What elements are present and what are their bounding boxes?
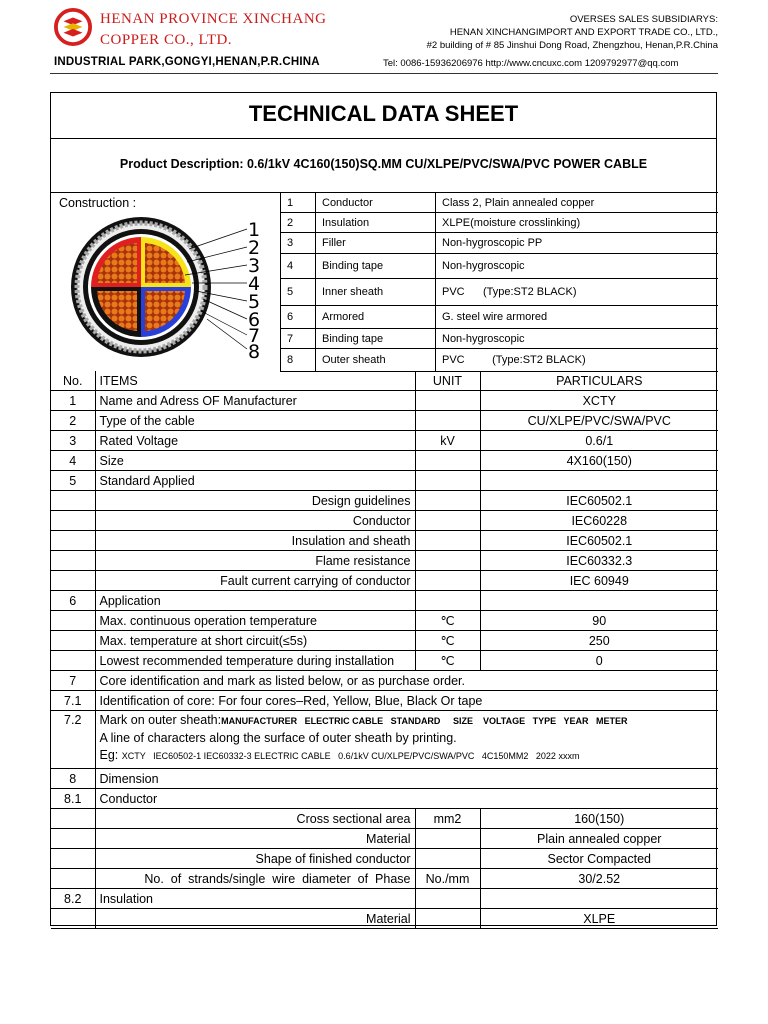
table-row	[51, 849, 718, 869]
row-item: Design guidelines	[95, 491, 415, 511]
table-header-row	[51, 371, 718, 391]
row-item: Fault current carrying of conductor	[95, 571, 415, 591]
row-value: IEC 60949	[480, 571, 718, 591]
row-no: 5	[51, 471, 95, 491]
construction-no: 1	[281, 193, 316, 213]
construction-row	[281, 213, 719, 233]
row-no: 6	[51, 591, 95, 611]
row-no	[51, 491, 95, 511]
row-no: 7	[51, 671, 95, 691]
row-no	[51, 849, 95, 869]
row-unit: ℃	[415, 631, 480, 651]
table-row	[51, 591, 718, 611]
row-item: Conductor	[95, 789, 718, 809]
data-table	[51, 371, 718, 929]
company-name-line1: HENAN PROVINCE XINCHANG	[100, 11, 327, 27]
row-item: Insulation	[95, 889, 415, 909]
diagram-number-2: 2	[248, 237, 261, 259]
row-no	[51, 829, 95, 849]
row-no: 7.2	[51, 711, 95, 769]
row-item: Identification of core: For four cores–Red, Yellow, Blue, Black Or tape	[95, 691, 718, 711]
construction-desc: XLPE(moisture crosslinking)	[436, 213, 719, 233]
subsidiary-name: HENAN XINCHANGIMPORT AND EXPORT TRADE CO., LTD.,	[449, 27, 718, 38]
sheet-title: TECHNICAL DATA SHEET	[51, 93, 716, 139]
subsidiary-title: OVERSES SALES SUBSIDIARYS:	[569, 14, 718, 25]
row-no	[51, 611, 95, 631]
row-unit	[415, 829, 480, 849]
row-unit	[415, 849, 480, 869]
table-row	[51, 711, 718, 769]
row-value: 250	[480, 631, 718, 651]
row-value	[480, 889, 718, 909]
table-row	[51, 491, 718, 511]
row-unit	[415, 411, 480, 431]
row-unit	[415, 531, 480, 551]
table-row	[51, 671, 718, 691]
row-unit: mm2	[415, 809, 480, 829]
row-no: 8.1	[51, 789, 95, 809]
row-item: Max. continuous operation temperature	[95, 611, 415, 631]
construction-no: 8	[281, 349, 316, 372]
construction-part: Armored	[316, 306, 436, 329]
row-item: Insulation and sheath	[95, 531, 415, 551]
construction-part: Binding tape	[316, 254, 436, 279]
table-row	[51, 769, 718, 789]
table-row	[51, 691, 718, 711]
row-no	[51, 869, 95, 889]
mark-example: XCTY IEC60502-1 IEC60332-3 ELECTRIC CABLE 0.6/1kV CU/XLPE/PVC/SWA/PVC 4C150MM2 2022 xxxm	[121, 751, 580, 761]
company-address: INDUSTRIAL PARK,GONGYI,HENAN,P.R.CHINA	[54, 56, 320, 68]
row-item: Type of the cable	[95, 411, 415, 431]
row-item: Lowest recommended temperature during installation	[95, 651, 415, 671]
row-item: Size	[95, 451, 415, 471]
product-description: Product Description: 0.6/1kV 4C160(150)SQ.MM CU/XLPE/PVC/SWA/PVC POWER CABLE	[51, 139, 716, 193]
construction-part: Conductor	[316, 193, 436, 213]
construction-row	[281, 306, 719, 329]
row-value: 4X160(150)	[480, 451, 718, 471]
construction-part: Binding tape	[316, 329, 436, 349]
row-value: IEC60502.1	[480, 531, 718, 551]
subsidiary-address: #2 building of # 85 Jinshui Dong Road, Zhengzhou, Henan,P.R.China	[426, 40, 718, 51]
construction-no: 5	[281, 279, 316, 306]
technical-data-sheet	[50, 92, 717, 926]
construction-desc: PVC (Type:ST2 BLACK)	[436, 349, 719, 372]
row-unit	[415, 909, 480, 929]
row-no	[51, 531, 95, 551]
construction-desc: G. steel wire armored	[436, 306, 719, 329]
table-row	[51, 651, 718, 671]
table-row	[51, 789, 718, 809]
row-value: CU/XLPE/PVC/SWA/PVC	[480, 411, 718, 431]
row-unit: No./mm	[415, 869, 480, 889]
row-item: Conductor	[95, 511, 415, 531]
table-row	[51, 611, 718, 631]
row-value: 90	[480, 611, 718, 631]
table-row	[51, 631, 718, 651]
construction-no: 4	[281, 254, 316, 279]
table-row	[51, 531, 718, 551]
construction-label: Construction :	[59, 196, 137, 210]
construction-row	[281, 349, 719, 372]
row-item: Name and Adress OF Manufacturer	[95, 391, 415, 411]
mark-fields: MANUFACTURER ELECTRIC CABLE STANDARD SIZE VOLTAGE TYPE YEAR METER	[221, 716, 628, 726]
row-unit	[415, 511, 480, 531]
mark-example-prefix: Eg:	[99, 748, 119, 762]
row-item: Material	[95, 909, 415, 929]
row-value: IEC60332.3	[480, 551, 718, 571]
header-unit: UNIT	[415, 371, 480, 391]
construction-part: Inner sheath	[316, 279, 436, 306]
construction-desc: Non-hygroscopic	[436, 254, 719, 279]
row-item: Max. temperature at short circuit(≤5s)	[95, 631, 415, 651]
table-row	[51, 889, 718, 909]
row-no	[51, 631, 95, 651]
table-row	[51, 451, 718, 471]
row-value: 0	[480, 651, 718, 671]
row-value: XCTY	[480, 391, 718, 411]
construction-row	[281, 193, 719, 213]
construction-desc: PVC (Type:ST2 BLACK)	[436, 279, 719, 306]
row-no	[51, 551, 95, 571]
company-logo	[54, 8, 92, 46]
row-no: 8	[51, 769, 95, 789]
construction-no: 2	[281, 213, 316, 233]
row-no: 1	[51, 391, 95, 411]
row-unit: kV	[415, 431, 480, 451]
row-no	[51, 909, 95, 929]
diagram-number-1: 1	[248, 219, 261, 241]
row-no	[51, 511, 95, 531]
row-value: 30/2.52	[480, 869, 718, 889]
row-value: Sector Compacted	[480, 849, 718, 869]
row-item: Application	[95, 591, 415, 611]
construction-no: 6	[281, 306, 316, 329]
row-unit	[415, 591, 480, 611]
header-no: No.	[51, 371, 95, 391]
row-item: Rated Voltage	[95, 431, 415, 451]
row-unit	[415, 571, 480, 591]
row-item: Core identification and mark as listed below, or as purchase order.	[95, 671, 718, 691]
row-value: IEC60502.1	[480, 491, 718, 511]
row-unit	[415, 451, 480, 471]
row-no: 2	[51, 411, 95, 431]
outer-sheath-mark	[95, 711, 718, 769]
subsidiary-info	[427, 13, 718, 52]
diagram-number-5: 5	[248, 291, 261, 313]
row-unit	[415, 391, 480, 411]
row-value: Plain annealed copper	[480, 829, 718, 849]
construction-desc: Class 2, Plain annealed copper	[436, 193, 719, 213]
construction-row	[281, 329, 719, 349]
row-value	[480, 591, 718, 611]
construction-no: 7	[281, 329, 316, 349]
table-row	[51, 431, 718, 451]
row-no: 4	[51, 451, 95, 471]
row-item: Shape of finished conductor	[95, 849, 415, 869]
row-item: Cross sectional area	[95, 809, 415, 829]
table-row	[51, 551, 718, 571]
construction-desc: Non-hygroscopic PP	[436, 233, 719, 254]
row-value: 0.6/1	[480, 431, 718, 451]
construction-row	[281, 254, 719, 279]
row-value: 160(150)	[480, 809, 718, 829]
construction-part: Outer sheath	[316, 349, 436, 372]
row-item: Dimension	[95, 769, 718, 789]
row-no: 8.2	[51, 889, 95, 909]
row-unit	[415, 551, 480, 571]
table-row	[51, 471, 718, 491]
construction-part: Filler	[316, 233, 436, 254]
header-particulars: PARTICULARS	[480, 371, 718, 391]
row-item: Flame resistance	[95, 551, 415, 571]
row-no: 3	[51, 431, 95, 451]
contact-line: Tel: 0086-15936206976 http://www.cncuxc.com 1209792977@qq.com	[383, 58, 679, 69]
row-item: No. of strands/single wire diameter of Phase	[95, 869, 415, 889]
diagram-number-6: 6	[248, 309, 261, 331]
row-unit	[415, 471, 480, 491]
row-unit: ℃	[415, 651, 480, 671]
row-item: Standard Applied	[95, 471, 415, 491]
table-row	[51, 571, 718, 591]
row-value: XLPE	[480, 909, 718, 929]
company-name-line2: COPPER CO., LTD.	[100, 32, 233, 48]
construction-desc: Non-hygroscopic	[436, 329, 719, 349]
mark-description: A line of characters along the surface of outer sheath by printing.	[99, 731, 457, 745]
row-unit	[415, 491, 480, 511]
cable-cross-section-diagram	[69, 217, 269, 362]
construction-row	[281, 233, 719, 254]
diagram-number-3: 3	[248, 255, 261, 277]
table-row	[51, 511, 718, 531]
header-items: ITEMS	[95, 371, 415, 391]
diagram-number-7: 7	[248, 325, 261, 347]
diagram-number-4: 4	[248, 273, 261, 295]
row-no	[51, 651, 95, 671]
diagram-number-8: 8	[248, 341, 261, 362]
row-unit	[415, 889, 480, 909]
row-unit: ℃	[415, 611, 480, 631]
table-row	[51, 391, 718, 411]
row-item: Material	[95, 829, 415, 849]
table-row	[51, 411, 718, 431]
mark-prefix: Mark on outer sheath:	[99, 713, 222, 727]
construction-row	[281, 279, 719, 306]
table-row	[51, 869, 718, 889]
row-value	[480, 471, 718, 491]
row-no: 7.1	[51, 691, 95, 711]
header-divider	[50, 73, 718, 74]
table-row	[51, 829, 718, 849]
row-value: IEC60228	[480, 511, 718, 531]
table-row	[51, 809, 718, 829]
construction-part: Insulation	[316, 213, 436, 233]
construction-table	[280, 192, 718, 372]
construction-no: 3	[281, 233, 316, 254]
row-no	[51, 571, 95, 591]
table-row	[51, 909, 718, 929]
row-no	[51, 809, 95, 829]
